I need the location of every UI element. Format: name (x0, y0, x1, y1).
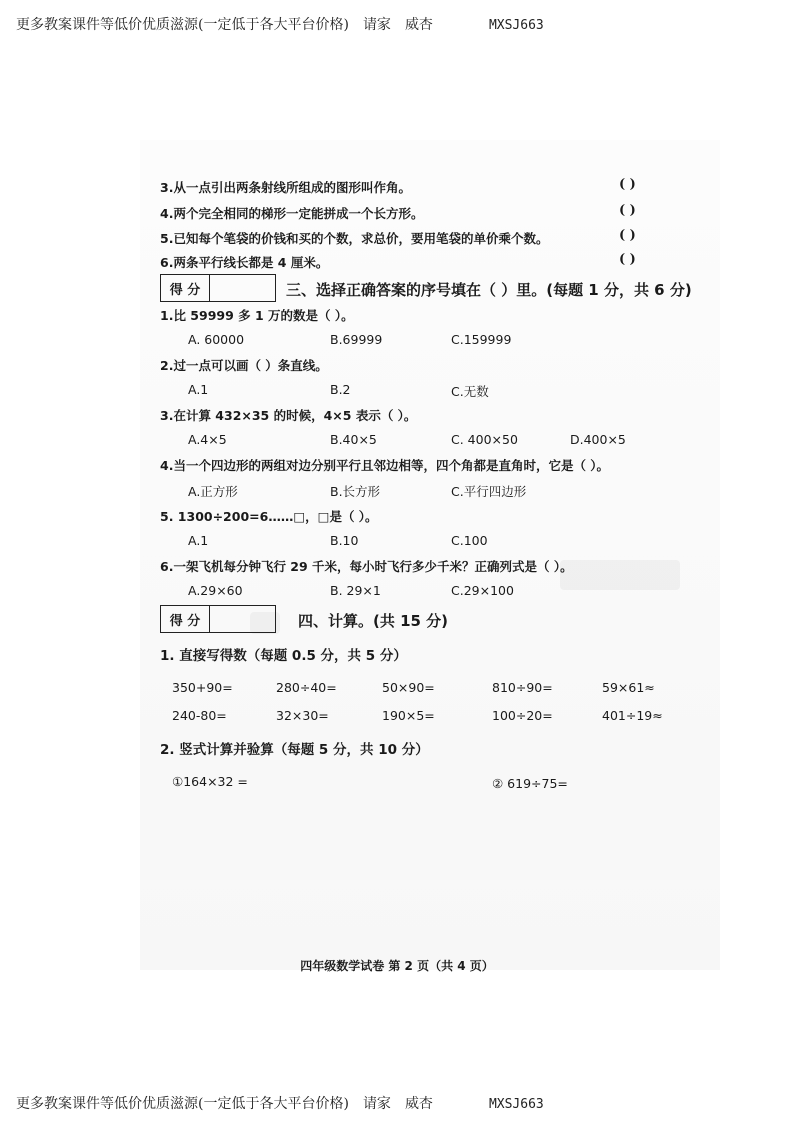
section3-title: 三、选择正确答案的序号填在（ ）里。(每题 1 分，共 6 分) (286, 281, 692, 299)
calc-item: 810÷90= (492, 680, 553, 695)
score-label: 得 分 (161, 275, 210, 301)
question-stem: 3.在计算 432×35 的时候，4×5 表示（ ）。 (160, 408, 417, 423)
option-d[interactable]: D.400×5 (570, 432, 626, 447)
option-c[interactable]: C.平行四边形 (451, 484, 527, 499)
option-c[interactable]: C.无数 (451, 384, 489, 399)
score-blank[interactable] (210, 606, 275, 632)
judge-item-5: 5.已知每个笔袋的价钱和买的个数，求总价，要用笔袋的单价乘个数。 (160, 231, 549, 246)
option-a[interactable]: A.4×5 (188, 432, 227, 447)
calc-item: 190×5= (382, 708, 435, 723)
banner-contact-name: 威杏 (404, 1096, 433, 1112)
banner-text: 更多教案课件等低价优质滋源(一定低于各大平台价格) (16, 17, 349, 33)
option-c[interactable]: C. 400×50 (451, 432, 518, 447)
part1-title: 1. 直接写得数（每题 0.5 分，共 5 分） (160, 648, 407, 664)
question-stem: 6.一架飞机每分钟飞行 29 千米，每小时飞行多少千米？正确列式是（ ）。 (160, 559, 573, 574)
score-label: 得 分 (161, 606, 210, 632)
banner-text: 更多教案课件等低价优质滋源(一定低于各大平台价格) (16, 1096, 349, 1112)
option-a[interactable]: A.正方形 (188, 484, 238, 499)
option-c[interactable]: C.159999 (451, 332, 512, 347)
section4-title: 四、计算。(共 15 分) (298, 612, 449, 630)
bottom-banner (16, 1093, 544, 1113)
banner-contact-label: 请家 (362, 1096, 391, 1112)
option-b[interactable]: B.2 (330, 382, 351, 397)
option-b[interactable]: B.长方形 (330, 484, 381, 499)
question-stem: 1.比 59999 多 1 万的数是（ ）。 (160, 308, 354, 323)
banner-contact-label: 请家 (362, 17, 391, 33)
judge-answer-5[interactable]: ( ) (619, 228, 636, 243)
page-footer: 四年级数学试卷 第 2 页（共 4 页） (300, 959, 494, 973)
judge-answer-4[interactable]: ( ) (619, 203, 636, 218)
calc-item: 32×30= (276, 708, 329, 723)
judge-item-3: 3.从一点引出两条射线所组成的图形叫作角。 (160, 180, 411, 195)
judge-answer-3[interactable]: ( ) (619, 177, 636, 192)
question-stem: 5. 1300÷200=6……□，□是（ ）。 (160, 509, 378, 524)
calc-item: 59×61≈ (602, 680, 655, 695)
option-c[interactable]: C.100 (451, 533, 488, 548)
banner-code: MXSJ663 (488, 1097, 544, 1112)
option-c[interactable]: C.29×100 (451, 583, 514, 598)
question-stem: 4.当一个四边形的两组对边分别平行且邻边相等，四个角都是直角时，它是（ ）。 (160, 458, 610, 473)
option-a[interactable]: A.29×60 (188, 583, 243, 598)
judge-item-6: 6.两条平行线长都是 4 厘米。 (160, 255, 329, 270)
score-box-section3 (160, 274, 276, 302)
calc-item: 50×90= (382, 680, 435, 695)
calc-item: 100÷20= (492, 708, 553, 723)
judge-answer-6[interactable]: ( ) (619, 252, 636, 267)
option-a[interactable]: A.1 (188, 533, 209, 548)
banner-code: MXSJ663 (488, 18, 544, 33)
calc-item: 280÷40= (276, 680, 337, 695)
score-blank[interactable] (210, 275, 275, 301)
option-b[interactable]: B.10 (330, 533, 359, 548)
scan-smudge (560, 560, 680, 590)
top-banner (16, 14, 544, 34)
option-b[interactable]: B. 29×1 (330, 583, 381, 598)
vertical-calc-1: ①164×32 = (172, 774, 248, 789)
calc-item: 401÷19≈ (602, 708, 663, 723)
calc-item: 350+90= (172, 680, 233, 695)
question-stem: 2.过一点可以画（ ）条直线。 (160, 358, 328, 373)
score-box-section4 (160, 605, 276, 633)
option-b[interactable]: B.69999 (330, 332, 383, 347)
calc-item: 240-80= (172, 708, 227, 723)
option-a[interactable]: A. 60000 (188, 332, 245, 347)
option-b[interactable]: B.40×5 (330, 432, 377, 447)
vertical-calc-2: ② 619÷75= (492, 776, 568, 791)
option-a[interactable]: A.1 (188, 382, 209, 397)
banner-contact-name: 威杏 (404, 17, 433, 33)
part2-title: 2. 竖式计算并验算（每题 5 分，共 10 分） (160, 742, 429, 758)
judge-item-4: 4.两个完全相同的梯形一定能拼成一个长方形。 (160, 206, 424, 221)
